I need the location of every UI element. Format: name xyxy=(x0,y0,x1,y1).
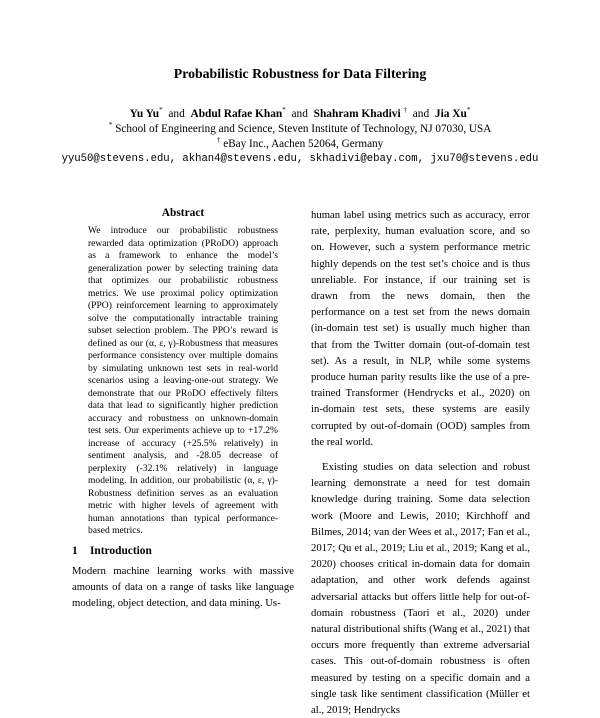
affiliation-mark: † xyxy=(216,136,221,144)
paper-title: Probabilistic Robustness for Data Filtering xyxy=(173,66,427,81)
abstract-heading: Abstract xyxy=(161,207,205,219)
author-mark: * xyxy=(466,106,471,114)
author-mark: † xyxy=(403,106,408,114)
body-paragraph: human label using metrics such as accuracy, error rate, perplexity, human evaluation score, and so on. However, such a system performance metric highly depends on the test set’s choice and is thus unreliable. For instance, if our training set is drawn from the news domain, then the performance on a test set from the news domain (in-domain test set) is usually much higher than that from the Twitter domain (out-of-domain test set). As a result, in NLP, while some systems produce human parity results like the use of a pre-trained Transformer (Hendrycks et al., 2020) on in-domain test sets, these systems are easily corrupted by out-of-domain (OOD) samples from the real world. xyxy=(311,209,530,448)
body-paragraph: Existing studies on data selection and robust learning demonstrate a need for test domain knowledge during training. Some data selection work (Moore and Lewis, 2010; Kirchhoff and Bilmes, 2014; van der Wees et al., 2017; Fan et al., 2017; Qu et al., 2019; Liu et al., 2019; Kang et al., 2020) chooses critical in-domain data for domain adaptation, and other work defends against adversarial attacks but offers little help for out-of-domain robustness (Taori et al., 2020) under natural distributional shifts (Wang et al., 2021) that occurs more frequently than extreme adversarial cases. This out-of-domain robustness is often measured by testing on a specific domain and a single task like sentiment classification (Müller et al., 2019; Hendrycks xyxy=(311,461,530,717)
author-name: Jia Xu xyxy=(434,108,467,120)
author-name: Shahram Khadivi xyxy=(313,108,401,120)
author-list xyxy=(0,107,600,121)
affiliation-mark: * xyxy=(108,121,113,129)
intro-left-text: Modern machine learning works with massive amounts of data on a range of tasks like language modeling, object detection, and data mining. Us- xyxy=(72,565,294,610)
right-column xyxy=(311,207,530,718)
author-name: Yu Yu xyxy=(129,108,160,120)
affiliation-text: School of Engineering and Science, Steven Institute of Technology, NJ 07030, USA xyxy=(115,123,492,135)
affiliation xyxy=(0,122,600,136)
author-emails: yyu50@stevens.edu, akhan4@stevens.edu, skhadivi@ebay.com, jxu70@stevens.edu xyxy=(61,153,539,165)
section-heading xyxy=(72,544,152,558)
affiliation xyxy=(0,137,600,151)
author-mark: * xyxy=(282,106,286,114)
affiliation-text: eBay Inc., Aachen 52064, Germany xyxy=(223,138,384,150)
and-word: and xyxy=(168,108,185,120)
abstract-body: We introduce our probabilistic robustness rewarded data optimization (PRoDO) approach as a framework to enhance the model’s generalization power by selecting training data that optimizes our probabilistic robustness metrics. We use proximal policy optimization (PPO) reinforcement learning to approximately solve the computationally intractable training subset selection problem. The PPO’s reward is defined as our (α, ε, γ)-Robustness that measures performance consistency over multiple domains by simulating unknown test sets in real-world scenarios using a leaving-one-out strategy. We demonstrate that our PRoDO effectively filters data that lead to significantly higher prediction accuracy and robustness on unknown-domain test sets. Our experiments achieve up to +17.2% increase of accuracy (+25.5% relatively) in sentiment analysis, and -28.05 decrease of perplexity (-32.1% relatively) in language modeling. In addition, our probabilistic (α, ε, γ)-Robustness definition serves as an evaluation metric with higher levels of agreement with human annotations than typical performance-based metrics. xyxy=(88,225,278,536)
section-number: 1 xyxy=(72,545,78,557)
section-title: Introduction xyxy=(90,545,152,557)
and-word: and xyxy=(412,108,430,120)
and-word: and xyxy=(291,108,308,120)
author-mark: * xyxy=(159,106,163,114)
author-name: Abdul Rafae Khan xyxy=(190,108,283,120)
